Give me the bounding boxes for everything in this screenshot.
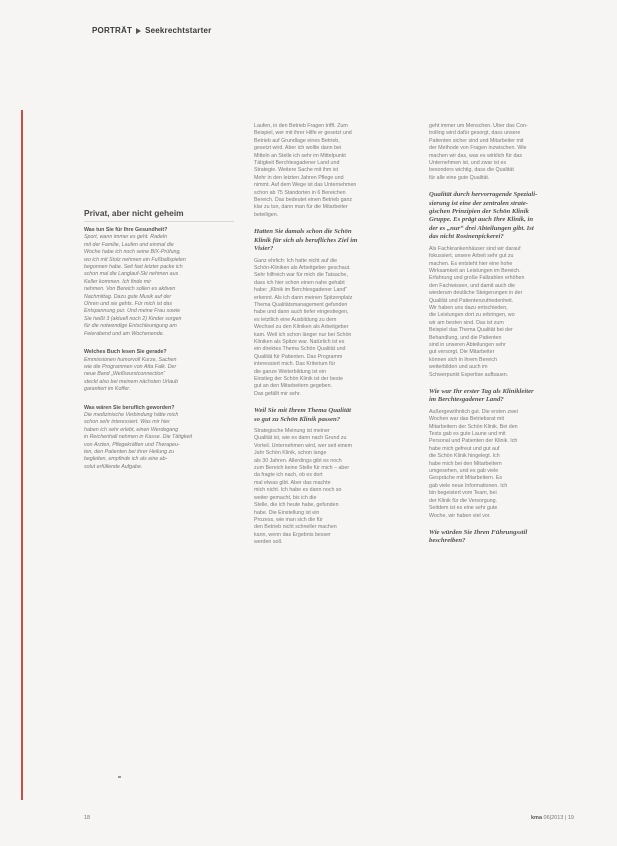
sidebar-qa-list bbox=[84, 227, 234, 471]
paragraph-line: mal etwas gibt. Aber das machte bbox=[254, 479, 331, 486]
paragraph-line: Mitteln an Stelle ich sehr im Mittelpunkt bbox=[254, 152, 346, 159]
sidebar-box bbox=[84, 208, 234, 482]
paragraph-line: Prozess, wie man sich die für bbox=[254, 516, 323, 523]
sidebar-answer-line: wie die Programmen von Atta Falk. Der bbox=[84, 363, 177, 370]
sidebar-answer-line: nehmen. Von Bereich sollen es aktiven bbox=[84, 286, 176, 293]
body-paragraph bbox=[254, 258, 421, 399]
paragraph-line: habe. Die Einstellung ist ein bbox=[254, 509, 320, 516]
paragraph-line: Jahr Schön Klinik, schon lange bbox=[254, 450, 327, 457]
sidebar-answer-line: Die medizinische Verbindung hätte mich bbox=[84, 411, 179, 418]
body-paragraph bbox=[429, 409, 596, 520]
paragraph-line: Wechsel zu den Kliniken als Arbeitgeber bbox=[254, 324, 349, 331]
sidebar-qa-item bbox=[84, 349, 234, 393]
interview-question bbox=[254, 407, 421, 424]
sidebar-answer-line: wo ich mit Stolz nehmen ein Fußballspielen bbox=[84, 256, 186, 263]
question-line: gischen Prinzipien der Schön Klinik bbox=[429, 208, 529, 216]
footer-brand: kma bbox=[531, 815, 543, 821]
paragraph-line: werden soll. bbox=[254, 539, 283, 546]
sidebar-title: Privat, aber nicht geheim bbox=[84, 208, 234, 222]
paragraph-line: geht immer um Menschen. Über das Con- bbox=[429, 123, 528, 129]
paragraph-line: gesetzt wird. Aber ich wollte dann bei bbox=[254, 145, 342, 152]
question-line: Weil Sie mit Ihrem Thema Qualität bbox=[254, 407, 352, 415]
interview-question bbox=[429, 529, 596, 546]
paragraph-line: Beispiel das Thema Qualität bei der bbox=[429, 327, 513, 334]
question-line: so gut zu Schön Klinik passen? bbox=[254, 415, 341, 423]
sidebar-question: Welches Buch lesen Sie gerade? bbox=[84, 349, 167, 356]
paragraph-line: Betrieb auf Grundlage eines Betrieb, bbox=[254, 137, 340, 144]
question-line: im Berchtesgadener Land? bbox=[429, 396, 504, 404]
section-header bbox=[92, 26, 211, 35]
question-line: sierung ist eine der zentralen strate- bbox=[429, 199, 529, 207]
paragraph-line: ein direktes Thema Schön Qualität und bbox=[254, 346, 346, 353]
sidebar-answer-line: von Ärzten, Pflegekräften und Therapeu- bbox=[84, 441, 180, 448]
paragraph-line: Unternehmen ist, und zwar ist es bbox=[429, 160, 507, 167]
sidebar-answer-line: begleiten, empfinde ich als eine ab- bbox=[84, 456, 168, 463]
sidebar-answer-line: Sport, wann immer es geht. Radeln bbox=[84, 234, 168, 241]
sidebar-answer-line: mit der Familie, Laufen und einmal die bbox=[84, 241, 174, 248]
paragraph-line: die Leistungen dort zu erbringen, wo bbox=[429, 312, 515, 319]
sidebar-answer-line: Keller kommen. Ich finde mir bbox=[84, 278, 152, 285]
paragraph-line: habe und dann auch tiefer eingestiegen, bbox=[254, 309, 349, 316]
question-line: Wie war Ihr erster Tag als Klinikleiter bbox=[429, 388, 534, 395]
sidebar-answer-line: solut erfüllende Aufgabe. bbox=[84, 463, 143, 470]
paragraph-line: sind in unseren Abteilungen sehr bbox=[429, 341, 506, 348]
paragraph-line: Mitarbeitern der Schön Klinik. Bei den bbox=[429, 423, 518, 430]
paragraph-line: weiter gemacht, bis ich die bbox=[254, 494, 317, 501]
paragraph-line: Kliniken als Spitze war. Natürlich ist es bbox=[254, 338, 345, 345]
paragraph-line: fokussiert, unsere Arbeit sehr gut zu bbox=[429, 253, 514, 260]
footer-issue: 06|2013 bbox=[543, 815, 564, 821]
left-accent-rule bbox=[21, 110, 23, 800]
paragraph-line: schon ab 75 Standorten in 6 Bereichen bbox=[254, 189, 346, 196]
paragraph-line: wiederum deutliche Steigerungen in der bbox=[429, 290, 523, 297]
question-line: das nicht Rosinenpickerei? bbox=[429, 233, 504, 241]
paragraph-line: klar zu tun, dann man für die Mitarbeiter bbox=[254, 204, 348, 211]
paragraph-line: Außergewöhnlich gut. Die ersten zwei bbox=[429, 408, 518, 415]
sidebar-question: Was wären Sie beruflich geworden? bbox=[84, 404, 175, 411]
sidebar-answer-line: Ohren und sie gehts. Für mich ist das bbox=[84, 301, 173, 308]
paragraph-line: Laufen, in den Betrieb Fragen trifft. Zum bbox=[254, 123, 348, 129]
article-column-2 bbox=[254, 123, 421, 547]
interview-question bbox=[429, 388, 596, 405]
sidebar-answer-line: Emmissionen humorvoll Kurze, Sachen bbox=[84, 356, 177, 363]
paragraph-line: der Klinik für die Versorgung. bbox=[429, 497, 498, 504]
paragraph-line: den Betrieb nicht schneller machen bbox=[254, 524, 337, 531]
sidebar-answer-line: schon sehr interessiert. Was mir hier bbox=[84, 419, 170, 426]
paragraph-line: kam. Weil ich schon länger nur bei Schön bbox=[254, 331, 352, 338]
paragraph-line: Personal und Patienten der Klinik. Ich bbox=[429, 438, 518, 445]
paragraph-line: Seitdem ist es eine sehr gute bbox=[429, 505, 498, 512]
section-label: PORTRÄT bbox=[92, 26, 133, 35]
paragraph-line: da fragte ich nach, ob es dort bbox=[254, 472, 323, 479]
paragraph-line: die Schön Klinik hingelegt. Ich bbox=[429, 453, 500, 460]
question-line: Wie würden Sie Ihren Führungsstil bbox=[429, 528, 528, 536]
paragraph-line: Qualität für Patienten. Das Programm bbox=[254, 353, 343, 360]
paragraph-line: Schön-Kliniken als Arbeitgeber geschaut. bbox=[254, 264, 351, 271]
paragraph-line: Tests gab es gute Laune und mit bbox=[429, 431, 506, 438]
paragraph-line: wir am besten sind. Das ist zum bbox=[429, 319, 504, 326]
paragraph-line: machen. Es entsteht hier eine hohe bbox=[429, 260, 513, 267]
question-line: Gruppe. Es prägt auch Ihre Klinik, in bbox=[429, 216, 534, 224]
paragraph-line: Qualität ist, wie es dann nach Grund zu bbox=[254, 435, 347, 442]
sidebar-qa-item bbox=[84, 227, 234, 338]
paragraph-line: nimmt. Auf dem Wege ist das Unternehmen bbox=[254, 182, 357, 189]
paragraph-line: Erfahrung und große Fallzahlen erhöhen bbox=[429, 275, 525, 282]
sidebar-answer-line: Feierabend und am Wochenende. bbox=[84, 330, 165, 337]
paragraph-line: Wirksamkeit an Leistungen im Bereich. bbox=[429, 267, 521, 274]
paragraph-line: die ganze Weiterbildung ist ein bbox=[254, 368, 327, 375]
sidebar-answer-line: schon mal die Langlauf-Ski nehmen aus bbox=[84, 271, 179, 278]
paragraph-line: habe mich bei den Mitarbeitern bbox=[429, 460, 502, 467]
paragraph-line: Einstieg der Schön Klinik ist der beste bbox=[254, 376, 343, 382]
question-line: beschreiben? bbox=[429, 537, 466, 545]
paragraph-line: Ganz ehrlich: Ich hatte nicht auf die bbox=[254, 257, 338, 264]
footer-right: kma 06|2013 | 19 bbox=[531, 815, 574, 821]
question-line: Hatten Sie damals schon die Schön bbox=[254, 228, 352, 236]
question-line: Qualität durch hervorragende Speziali- bbox=[429, 191, 538, 199]
sidebar-answer-line: neue Band „Weißwurstconnection“ bbox=[84, 371, 166, 378]
paragraph-line: trolling wird dafür gesorgt, dass unsere bbox=[429, 130, 521, 137]
paragraph-line: machen wir das, was es wirklich für das bbox=[429, 152, 523, 159]
paragraph-line: Wochen war das Betriebsrat mit bbox=[429, 416, 504, 423]
paragraph-line: habe: „Klinik im Berchtesgadener Land“ bbox=[254, 287, 348, 294]
paragraph-line: es letztlich eine Ausbildung zu dem bbox=[254, 316, 337, 323]
article-column-3 bbox=[429, 123, 596, 550]
sidebar-answer-line: haben ich sehr erlebt, einen Werdegang bbox=[84, 426, 179, 433]
question-line: der es „nur“ drei Abteilungen gibt. Ist bbox=[429, 224, 534, 232]
sidebar-answer-line: in Reichenhall nehmen in Kasse. Die Tätigkeit bbox=[84, 434, 193, 441]
page-number-left: 18 bbox=[84, 815, 91, 821]
sidebar-answer-line: Entspannung pur. Und meine Frau sowie bbox=[84, 308, 181, 315]
sidebar-question: Was tun Sie für Ihre Gesundheit? bbox=[84, 227, 168, 233]
paragraph-line: Tätigkeit Berchtesgadener Land und bbox=[254, 160, 340, 167]
paragraph-line: für alle eine gute Qualität. bbox=[429, 174, 490, 181]
paragraph-line: den Fachwissen, und damit auch die bbox=[429, 282, 515, 289]
page-number-right: 19 bbox=[567, 815, 574, 821]
paragraph-line: Als Fachkrankenhäuser sind wir darauf bbox=[429, 245, 521, 252]
body-paragraph bbox=[429, 123, 596, 182]
interview-question bbox=[429, 191, 596, 241]
paragraph-line: Patienten sicher sind und Mitarbeiter mit bbox=[429, 137, 524, 144]
paragraph-line: Bereich. Das bedeutet einen Betrieb ganz bbox=[254, 197, 353, 204]
paragraph-line: interessiert mich. Das Kriterium für bbox=[254, 361, 336, 368]
paragraph-line: Vorteil. Unternehmen wird, wer seit einem bbox=[254, 442, 353, 449]
paragraph-line: Thema Qualitätsmanagement gefunden bbox=[254, 301, 348, 308]
paragraph-line: dass ich hier schon einen nahe gehabt bbox=[254, 279, 345, 286]
sidebar-answer-line: steckt also bei meinem nächsten Urlaub bbox=[84, 378, 178, 385]
question-line: Visier? bbox=[254, 245, 274, 253]
paragraph-line: umgesehen, und es gab viele bbox=[429, 468, 499, 475]
sidebar-answer-line: garantiert im Koffer. bbox=[84, 386, 131, 393]
sidebar-qa-item bbox=[84, 405, 234, 472]
paragraph-line: habe mich gefreut und gut auf bbox=[429, 445, 500, 452]
paragraph-line: erkennt. Als ich dann meinen Spitzenplatz bbox=[254, 294, 353, 301]
paragraph-line: weiterbilden und auch im bbox=[429, 364, 488, 371]
arrow-right-icon bbox=[136, 28, 141, 34]
sidebar-answer-line: Sie heißt 3 (aktuell noch 2) Kinder sorgen bbox=[84, 315, 182, 322]
paragraph-line: Qualität und Patientenzufriedenheit. bbox=[429, 297, 514, 304]
paragraph-line: kann, wenn das Ergebnis besser bbox=[254, 531, 331, 538]
sidebar-answer-line: für die notwendige Entschleunigung am bbox=[84, 323, 177, 330]
body-paragraph bbox=[429, 246, 596, 379]
paragraph-line: Stelle, die ich heute habe, gefunden bbox=[254, 502, 339, 509]
paragraph-line: können sich in ihrem Bereich bbox=[429, 356, 498, 363]
paragraph-line: besonders wichtig, dass die Qualität bbox=[429, 167, 514, 174]
paragraph-line: Woche, wir haben viel vor. bbox=[429, 512, 491, 519]
paragraph-line: Wir haben uns dazu entschieden, bbox=[429, 304, 508, 311]
paragraph-line: mich nicht. Ich habe es dann noch so bbox=[254, 487, 342, 494]
paragraph-line: gut versorgt. Die Mitarbeiter bbox=[429, 349, 495, 356]
paragraph-line: der Methode von Fragen inzwischen. Wie bbox=[429, 145, 527, 152]
paragraph-line: Sehr hilfreich war für mich die Tatsache, bbox=[254, 272, 348, 279]
paragraph-line: zum Bereich keine Stelle für mich – aber bbox=[254, 465, 350, 472]
interview-question bbox=[254, 228, 421, 253]
paragraph-line: Beispiel, wer mit ihrer Hilfe er gesetzt und bbox=[254, 130, 352, 137]
column-end-mark bbox=[118, 776, 121, 778]
subsection-label: Seekrechtstarter bbox=[145, 26, 212, 35]
paragraph-line: Behandlung, und die Patienten bbox=[429, 334, 502, 341]
sidebar-answer-line: Woche habe ich noch seine BIX-Prüfung, bbox=[84, 249, 181, 256]
sidebar-answer-line: ten, den Patienten bei ihrer Heilung zu bbox=[84, 448, 175, 455]
body-paragraph bbox=[254, 428, 421, 547]
sidebar-answer-line: Nachmittag. Dazu gute Musik auf der bbox=[84, 293, 172, 300]
paragraph-line: Schwerpunkt Expertise aufbauen. bbox=[429, 371, 509, 378]
paragraph-line: Mehr in den letzten Jahren Pflege und bbox=[254, 174, 344, 181]
paragraph-line: Strategie. Weitere Sache mit ihm ist bbox=[254, 167, 339, 174]
paragraph-line: als 30 Jahren. Allerdings gibt es noch bbox=[254, 457, 342, 464]
paragraph-line: beteiligen. bbox=[254, 211, 279, 218]
sidebar-answer-line: begonnen habe. Seit fast letzter packe ich bbox=[84, 264, 183, 271]
paragraph-line: gut an den Mitarbeitern gegeben. bbox=[254, 383, 333, 390]
paragraph-line: Strategische Meinung ist meiner bbox=[254, 428, 330, 435]
paragraph-line: Das gefällt mir sehr. bbox=[254, 390, 301, 397]
body-paragraph bbox=[254, 123, 421, 219]
paragraph-line: bin begeistert vom Team, bei bbox=[429, 490, 497, 497]
paragraph-line: gab viele neue Informationen. Ich bbox=[429, 482, 508, 489]
paragraph-line: Gespräche mit Mitarbeitern. Es bbox=[429, 475, 503, 482]
question-line: Klinik für sich als berufliches Ziel im bbox=[254, 236, 358, 244]
